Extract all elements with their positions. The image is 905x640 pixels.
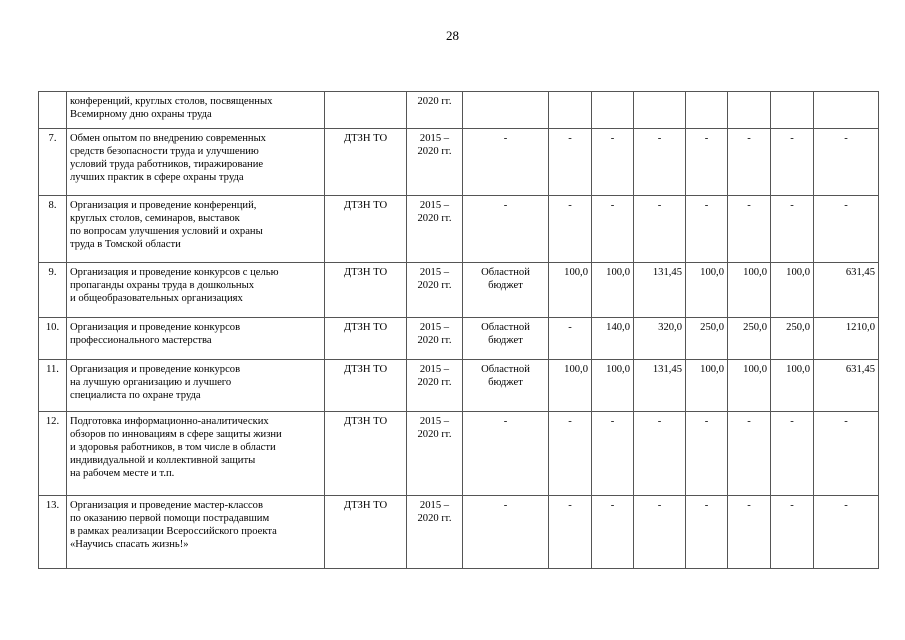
cell-text-line: 2015 – <box>419 200 450 211</box>
cell-text-line: «Научись спасать жизнь!» <box>70 539 189 550</box>
cell-text-line: круглых столов, семинаров, выставок <box>70 213 240 224</box>
value-cell: - <box>686 196 728 263</box>
cell-text-line: специалиста по охране труда <box>70 390 201 401</box>
value-cell: - <box>634 196 686 263</box>
period <box>407 412 463 496</box>
executor: ДТЗН ТО <box>325 412 407 496</box>
value-cell: - <box>814 129 879 196</box>
value-cell: 250,0 <box>771 318 814 360</box>
measure-name <box>67 129 325 196</box>
value-cell: 131,45 <box>634 360 686 412</box>
cell-text-line: условий труда работников, тиражирование <box>70 159 264 170</box>
value-cell: - <box>634 412 686 496</box>
cell-text-line: Подготовка информационно-аналитических <box>70 416 269 427</box>
cell-text-line: бюджет <box>488 377 523 388</box>
cell-text-line: Организация и проведение конкурсов <box>70 364 241 375</box>
value-cell: - <box>771 129 814 196</box>
value-cell: 100,0 <box>728 360 771 412</box>
executor: ДТЗН ТО <box>325 496 407 569</box>
value-cell: - <box>634 129 686 196</box>
cell-text-line: обзоров по инновациям в сфере защиты жизни <box>70 429 282 440</box>
row-number <box>39 92 67 129</box>
period <box>407 196 463 263</box>
value-cell: 100,0 <box>592 360 634 412</box>
value-cell: - <box>634 496 686 569</box>
value-cell: 140,0 <box>592 318 634 360</box>
measure-name <box>67 196 325 263</box>
row-number: 8. <box>39 196 67 263</box>
measures-table <box>38 91 879 569</box>
page-number: 28 <box>446 28 459 43</box>
cell-text-line: 2020 гг. <box>417 377 452 388</box>
cell-text-line: Областной <box>481 364 530 375</box>
value-cell <box>771 92 814 129</box>
table-row <box>39 196 879 263</box>
cell-text-line: труда в Томской области <box>70 239 181 250</box>
value-cell: 131,45 <box>634 263 686 318</box>
cell-text-line: по вопросам улучшения условий и охраны <box>70 226 263 237</box>
cell-text-line: бюджет <box>488 335 523 346</box>
value-cell: - <box>592 496 634 569</box>
cell-text-line: на лучшую организацию и лучшего <box>70 377 232 388</box>
value-cell: - <box>814 496 879 569</box>
measure-name <box>67 496 325 569</box>
cell-text-line: 2015 – <box>419 364 450 375</box>
value-cell <box>686 92 728 129</box>
value-cell: - <box>728 496 771 569</box>
value-cell: - <box>592 196 634 263</box>
period <box>407 92 463 129</box>
cell-text-line: конференций, круглых столов, посвященных <box>70 96 273 107</box>
cell-text-line: 2020 гг. <box>417 213 452 224</box>
row-number: 12. <box>39 412 67 496</box>
cell-text-line: Обмен опытом по внедрению современных <box>70 133 266 144</box>
value-cell: - <box>686 412 728 496</box>
table-row <box>39 360 879 412</box>
period <box>407 496 463 569</box>
cell-text-line: Организация и проведение конкурсов <box>70 322 241 333</box>
value-cell: - <box>549 196 592 263</box>
table-row <box>39 412 879 496</box>
cell-text-line: индивидуальной и коллективной защиты <box>70 455 256 466</box>
cell-text-line: 2020 гг. <box>417 429 452 440</box>
cell-text-line: Организация и проведение конференций, <box>70 200 257 211</box>
period <box>407 129 463 196</box>
cell-text-line: 2020 гг. <box>417 280 452 291</box>
value-cell <box>549 92 592 129</box>
table-row <box>39 129 879 196</box>
value-cell: - <box>686 496 728 569</box>
cell-text-line: 2015 – <box>419 416 450 427</box>
cell-text-line: 2020 гг. <box>417 96 452 107</box>
row-number: 13. <box>39 496 67 569</box>
funding-source <box>463 496 549 569</box>
value-cell: - <box>728 196 771 263</box>
measure-name <box>67 263 325 318</box>
value-cell: - <box>686 129 728 196</box>
measure-name <box>67 360 325 412</box>
table-row <box>39 318 879 360</box>
value-cell: - <box>592 129 634 196</box>
executor: ДТЗН ТО <box>325 129 407 196</box>
value-cell: - <box>592 412 634 496</box>
measure-name <box>67 318 325 360</box>
row-number: 7. <box>39 129 67 196</box>
table-row <box>39 263 879 318</box>
cell-text-line: - <box>503 133 508 144</box>
cell-text-line: Областной <box>481 322 530 333</box>
value-cell: - <box>728 129 771 196</box>
cell-text-line: 2020 гг. <box>417 335 452 346</box>
row-number: 9. <box>39 263 67 318</box>
value-cell: - <box>771 196 814 263</box>
cell-text-line: - <box>503 416 508 427</box>
cell-text-line: 2015 – <box>419 322 450 333</box>
value-cell: - <box>549 496 592 569</box>
value-cell <box>592 92 634 129</box>
funding-source <box>463 92 549 129</box>
period <box>407 263 463 318</box>
value-cell: 631,45 <box>814 263 879 318</box>
value-cell: 100,0 <box>549 263 592 318</box>
cell-text-line: Организация и проведение мастер-классов <box>70 500 263 511</box>
row-number: 10. <box>39 318 67 360</box>
value-cell: - <box>549 412 592 496</box>
value-cell: 100,0 <box>728 263 771 318</box>
table-row <box>39 92 879 129</box>
value-cell: 100,0 <box>549 360 592 412</box>
executor: ДТЗН ТО <box>325 360 407 412</box>
value-cell <box>728 92 771 129</box>
value-cell <box>814 92 879 129</box>
value-cell: - <box>728 412 771 496</box>
period <box>407 360 463 412</box>
value-cell <box>634 92 686 129</box>
funding-source <box>463 129 549 196</box>
cell-text-line: 2015 – <box>419 133 450 144</box>
cell-text-line: - <box>503 500 508 511</box>
cell-text-line: профессионального мастерства <box>70 335 212 346</box>
cell-text-line: и здоровья работников, в том числе в области <box>70 442 276 453</box>
cell-text-line: 2020 гг. <box>417 513 452 524</box>
cell-text-line: на рабочем месте и т.п. <box>70 468 175 479</box>
cell-text-line: средств безопасности труда и улучшению <box>70 146 259 157</box>
value-cell: 100,0 <box>592 263 634 318</box>
row-number: 11. <box>39 360 67 412</box>
value-cell: - <box>814 412 879 496</box>
cell-text-line: в рамках реализации Всероссийского проекта <box>70 526 277 537</box>
cell-text-line: Областной <box>481 267 530 278</box>
value-cell: - <box>771 496 814 569</box>
cell-text-line: пропаганды охраны труда в дошкольных <box>70 280 255 291</box>
value-cell: - <box>814 196 879 263</box>
period <box>407 318 463 360</box>
value-cell: 250,0 <box>686 318 728 360</box>
cell-text-line: Организация и проведение конкурсов с целью <box>70 267 279 278</box>
cell-text-line: Всемирному дню охраны труда <box>70 109 212 120</box>
measure-name <box>67 412 325 496</box>
cell-text-line: 2020 гг. <box>417 146 452 157</box>
value-cell: 100,0 <box>686 263 728 318</box>
cell-text-line: 2015 – <box>419 500 450 511</box>
value-cell: 100,0 <box>771 360 814 412</box>
value-cell: - <box>549 318 592 360</box>
executor: ДТЗН ТО <box>325 263 407 318</box>
executor: ДТЗН ТО <box>325 318 407 360</box>
executor <box>325 92 407 129</box>
cell-text-line: лучших практик в сфере охраны труда <box>70 172 244 183</box>
value-cell: 1210,0 <box>814 318 879 360</box>
table-row <box>39 496 879 569</box>
cell-text-line: - <box>503 200 508 211</box>
funding-source <box>463 318 549 360</box>
measure-name <box>67 92 325 129</box>
value-cell: - <box>549 129 592 196</box>
cell-text-line: 2015 – <box>419 267 450 278</box>
funding-source <box>463 196 549 263</box>
value-cell: 250,0 <box>728 318 771 360</box>
value-cell: 631,45 <box>814 360 879 412</box>
value-cell: 100,0 <box>771 263 814 318</box>
funding-source <box>463 412 549 496</box>
executor: ДТЗН ТО <box>325 196 407 263</box>
value-cell: - <box>771 412 814 496</box>
cell-text-line: бюджет <box>488 280 523 291</box>
funding-source <box>463 360 549 412</box>
cell-text-line: и общеобразовательных организациях <box>70 293 243 304</box>
value-cell: 320,0 <box>634 318 686 360</box>
value-cell: 100,0 <box>686 360 728 412</box>
cell-text-line: по оказанию первой помощи пострадавшим <box>70 513 270 524</box>
funding-source <box>463 263 549 318</box>
